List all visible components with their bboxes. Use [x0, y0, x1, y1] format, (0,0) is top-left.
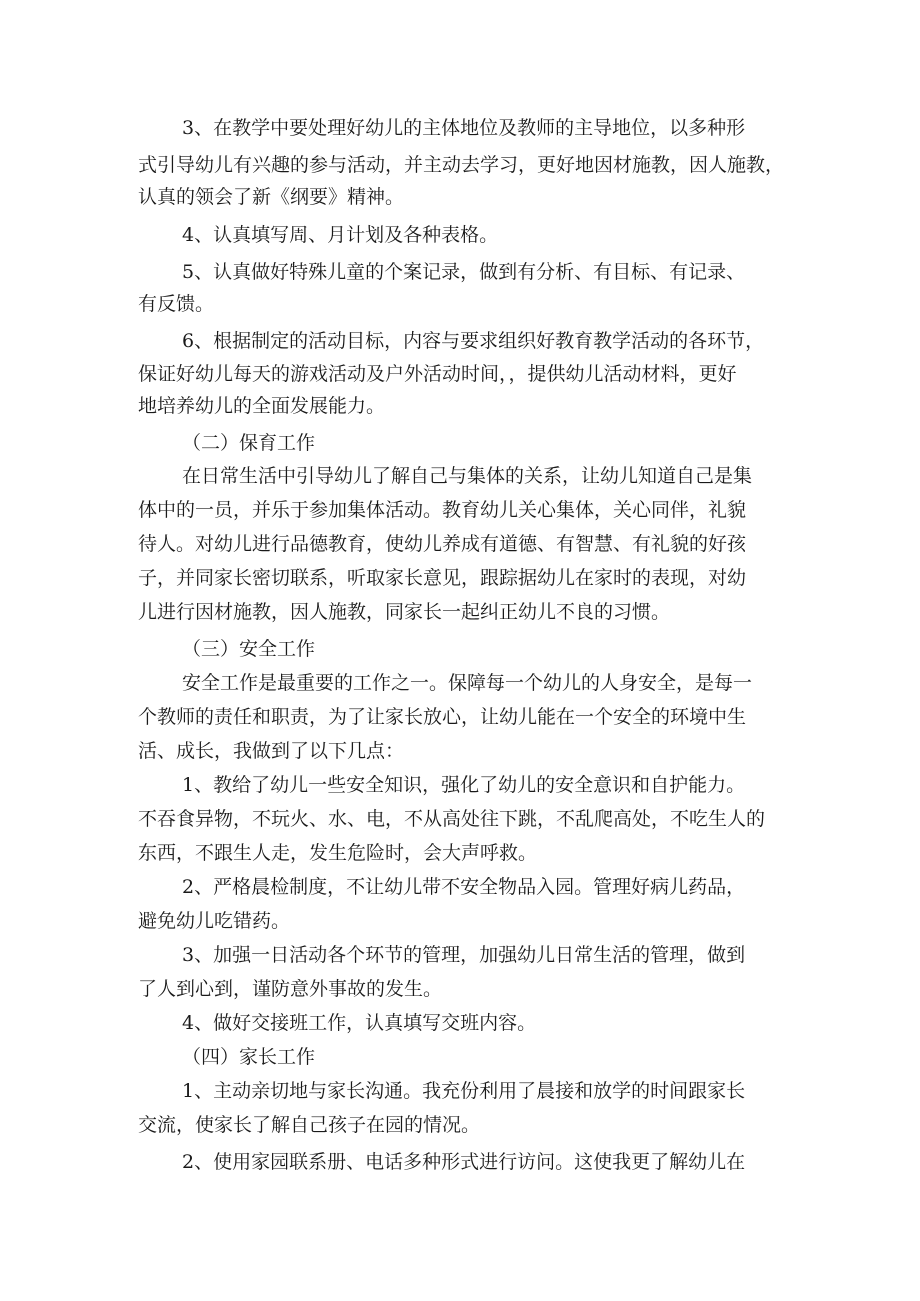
section-heading: （三）安全工作 [182, 638, 316, 660]
paragraph-line: 子，并同家长密切联系，听取家长意见，跟踪据幼儿在家时的表现，对幼 [138, 567, 747, 589]
paragraph-line: 2、使用家园联系册、电话多种形式进行访问。这使我更了解幼儿在 [182, 1151, 746, 1173]
section-heading: （二）保育工作 [182, 432, 316, 454]
paragraph-line: 认真的领会了新《纲要》精神。 [138, 186, 405, 208]
paragraph-line: 体中的一员，并乐于参加集体活动。教育幼儿关心集体，关心同伴，礼貌 [138, 499, 747, 521]
paragraph-line: 3、加强一日活动各个环节的管理，加强幼儿日常生活的管理，做到 [182, 944, 746, 966]
section-heading: （四）家长工作 [182, 1046, 316, 1068]
paragraph-line: 3、在教学中要处理好幼儿的主体地位及教师的主导地位，以多种形 [182, 117, 746, 139]
paragraph-line: 东西，不跟生人走，发生危险时，会大声呼救。 [138, 842, 538, 864]
paragraph-line: 不吞食异物，不玩火、水、电，不从高处往下跳，不乱爬高处，不吃生人的 [138, 808, 766, 830]
paragraph-line: 交流，使家长了解自己孩子在园的情况。 [138, 1114, 481, 1136]
paragraph-line: 安全工作是最重要的工作之一。保障每一个幼儿的人身安全，是每一 [182, 672, 753, 694]
paragraph-line: 4、认真填写周、月计划及各种表格。 [182, 224, 499, 246]
paragraph-line: 个教师的责任和职责，为了让家长放心，让幼儿能在一个安全的环境中生 [138, 706, 747, 728]
paragraph-line: 4、做好交接班工作，认真填写交班内容。 [182, 1012, 537, 1034]
paragraph-line: 地培养幼儿的全面发展能力。 [138, 395, 386, 417]
paragraph-line: 在日常生活中引导幼儿了解自己与集体的关系，让幼儿知道自己是集 [182, 465, 753, 487]
paragraph-line: 5、认真做好特殊儿童的个案记录，做到有分析、有目标、有记录、 [182, 261, 746, 283]
paragraph-line: 保证好幼儿每天的游戏活动及户外活动时间，，提供幼儿活动材料，更好 [138, 363, 737, 385]
paragraph-line: 儿进行因材施教，因人施教，同家长一起纠正幼儿不良的习惯。 [138, 601, 671, 623]
paragraph-line: 了人到心到，谨防意外事故的发生。 [138, 978, 443, 1000]
paragraph-line: 活、成长，我做到了以下几点： [138, 740, 405, 762]
paragraph-line: 2、严格晨检制度，不让幼儿带不安全物品入园。管理好病儿药品， [182, 876, 746, 898]
paragraph-line: 有反馈。 [138, 293, 215, 315]
paragraph-line: 待人。对幼儿进行品德教育，使幼儿养成有道德、有智慧、有礼貌的好孩 [138, 533, 747, 555]
paragraph-line: 1、主动亲切地与家长沟通。我充份利用了晨接和放学的时间跟家长 [182, 1080, 746, 1102]
paragraph-line: 1、教给了幼儿一些安全知识，强化了幼儿的安全意识和自护能力。 [182, 774, 746, 796]
paragraph-line: 避免幼儿吃错药。 [138, 910, 291, 932]
paragraph-line: 6、根据制定的活动目标，内容与要求组织好教育教学活动的各环节， [182, 330, 765, 352]
paragraph-line: 式引导幼儿有兴趣的参与活动，并主动去学习，更好地因材施教，因人施教， [138, 154, 785, 176]
